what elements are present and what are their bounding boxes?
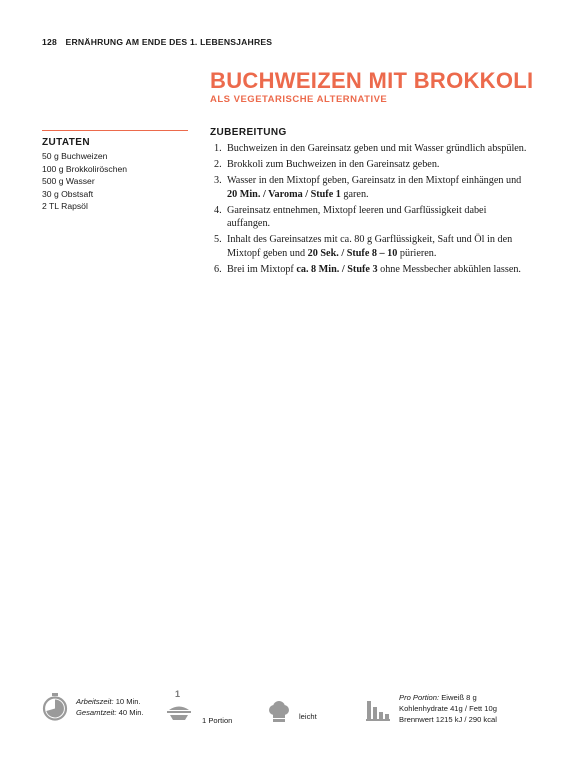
nutrition-carbs-fat: Kohlenhydrate 41g / Fett 10g [399,704,497,713]
portion-label: 1 Portion [202,716,233,725]
step-text: Brokkoli zum Buchweizen in den Gareinsatz geben. [227,158,440,170]
work-time-value: 10 Min. [115,697,141,706]
ingredient-item: 100 g Brokkoliröschen [42,163,128,174]
step-text: pürieren. [397,247,437,259]
step-number: 2. [214,158,222,170]
nutrition-energy: Brennwert 1215 kJ / 290 kcal [399,715,497,724]
nutrition-protein: Eiweiß 8 g [441,693,477,702]
recipe-title-block [210,70,533,105]
step-number: 3. [214,174,222,186]
step-text: ohne Messbecher abkühlen lassen. [377,263,521,275]
ingredient-item: 30 g Obstsaft [42,188,94,199]
step-text: Brei im Mixtopf [227,263,297,275]
chef-hat-icon [268,701,290,723]
preparation-section [210,127,530,279]
clock-icon [42,693,68,721]
step-item [210,204,530,231]
step-item [210,233,530,260]
ingredient-item: 50 g Buchweizen [42,151,108,161]
ingredient-item: 500 g Wasser [42,176,95,186]
section-title: ERNÄHRUNG AM ENDE DES 1. LEBENSJAHRES [65,37,273,47]
plate-icon [166,689,192,725]
nutrition-label: Pro Portion: [399,693,440,702]
difficulty-info [268,701,317,723]
step-item [210,174,530,201]
portion-count: 1 [175,688,181,699]
ingredients-divider [42,130,188,131]
step-setting: ca. 8 Min. / Stufe 3 [296,263,378,275]
step-setting: 20 Min. / Varoma / Stufe 1 [227,188,341,200]
step-setting: 20 Sek. / Stufe 8 – 10 [307,247,398,259]
step-number: 6. [214,263,222,275]
nutrition-info [366,692,497,725]
step-text: Gareinsatz entnehmen, Mixtopf leeren und Garflüssigkeit dabei auffangen. [227,204,487,230]
recipe-title: BUCHWEIZEN MIT BROKKOLI [210,68,534,93]
step-text: garen. [340,188,369,200]
total-time-value: 40 Min. [118,708,144,717]
difficulty-label: leicht [299,711,317,721]
ingredients-list [42,150,188,213]
step-text: Buchweizen in den Gareinsatz geben und mit Wasser gründlich abspülen. [227,143,527,154]
recipe-info-footer [42,688,542,728]
bar-chart-icon [366,697,390,721]
ingredients-heading: ZUTATEN [42,137,90,148]
step-text: Wasser in den Mixtopf geben, Gareinsatz in den Mixtopf einhängen und [227,174,522,186]
page-header [42,37,272,47]
step-number: 1. [214,143,222,154]
preparation-heading: ZUBEREITUNG [210,127,287,138]
step-text: Inhalt des Gareinsatzes mit ca. 80 g Garflüssigkeit, Saft und Öl in den Mixtopf geben und [227,234,513,259]
ingredient-item: 2 TL Rapsöl [42,201,88,211]
time-info [42,693,144,721]
ingredients-section [42,130,188,213]
step-item [210,158,530,172]
step-item [210,263,530,277]
preparation-steps [210,142,530,276]
step-number: 5. [214,234,222,246]
step-number: 4. [214,204,222,216]
portion-info [166,688,232,725]
step-item [210,142,530,156]
work-time-label: Arbeitszeit: [76,697,114,706]
total-time-label: Gesamtzeit: [76,708,117,717]
page-number: 128 [42,37,57,47]
recipe-subtitle: ALS VEGETARISCHE ALTERNATIVE [210,94,388,105]
